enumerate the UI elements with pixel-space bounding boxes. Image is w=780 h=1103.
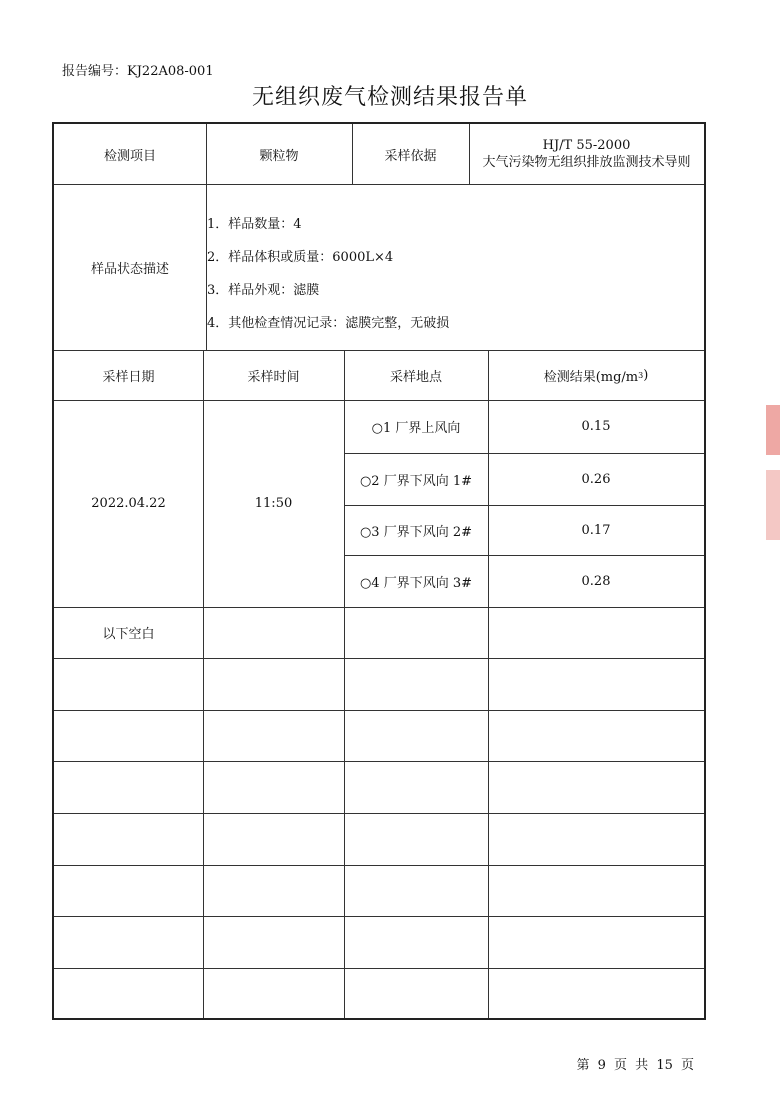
sample-label: 样品状态描述 [90,261,169,277]
page-number: 第 9 页 共 15 页 [576,1058,694,1073]
result-header-suffix: ) [643,367,649,383]
result-header-prefix: 检测结果(mg/m [543,369,639,385]
stamp-edge [766,405,780,455]
stamp-edge [766,470,780,540]
item-value: 颗粒物 [259,148,299,164]
location-2: ○2 厂界下风向 1# [359,473,473,489]
result-4: 0.28 [581,573,611,589]
row-divider [54,813,704,814]
sample-line: 1．样品数量：4 [207,217,302,232]
result-2: 0.26 [581,471,611,487]
location-1: ○1 厂界上风向 [371,421,461,436]
row-divider [54,658,704,659]
basis-standard-code: HJ/T 55-2000 [542,138,631,153]
result-1: 0.15 [581,419,611,434]
location-3: ○3 厂界下风向 2# [359,524,473,540]
location-4: ○4 厂界下风向 3# [359,575,473,591]
col-header-time: 采样时间 [247,369,300,385]
basis-value [469,124,704,184]
row-divider [54,710,704,711]
sampling-time: 11:50 [254,496,293,511]
sample-line: 2．样品体积或质量：6000L×4 [207,250,394,265]
row-divider [54,761,704,762]
blank-below-label: 以下空白 [102,627,155,642]
sampling-date: 2022.04.22 [91,496,166,511]
report-number: 报告编号：KJ22A08-001 [62,64,214,79]
document-title: 无组织废气检测结果报告单 [251,85,528,110]
sample-line: 4．其他检查情况记录：滤膜完整，无破损 [207,316,450,331]
sample-line: 3．样品外观：滤膜 [207,283,320,298]
col-header-result [488,350,704,400]
col-header-location: 采样地点 [389,369,442,385]
result-3: 0.17 [581,522,611,538]
row-divider [54,865,704,866]
basis-standard-name: 大气污染物无组织排放监测技术导则 [482,155,691,170]
col-header-date: 采样日期 [102,369,155,385]
basis-label: 采样依据 [384,148,437,164]
sample-description [207,208,449,340]
item-label: 检测项目 [103,148,156,164]
result-header-sup: 3 [638,370,644,380]
row-divider [54,916,704,917]
report-table [52,122,706,1020]
row-divider [54,968,704,969]
